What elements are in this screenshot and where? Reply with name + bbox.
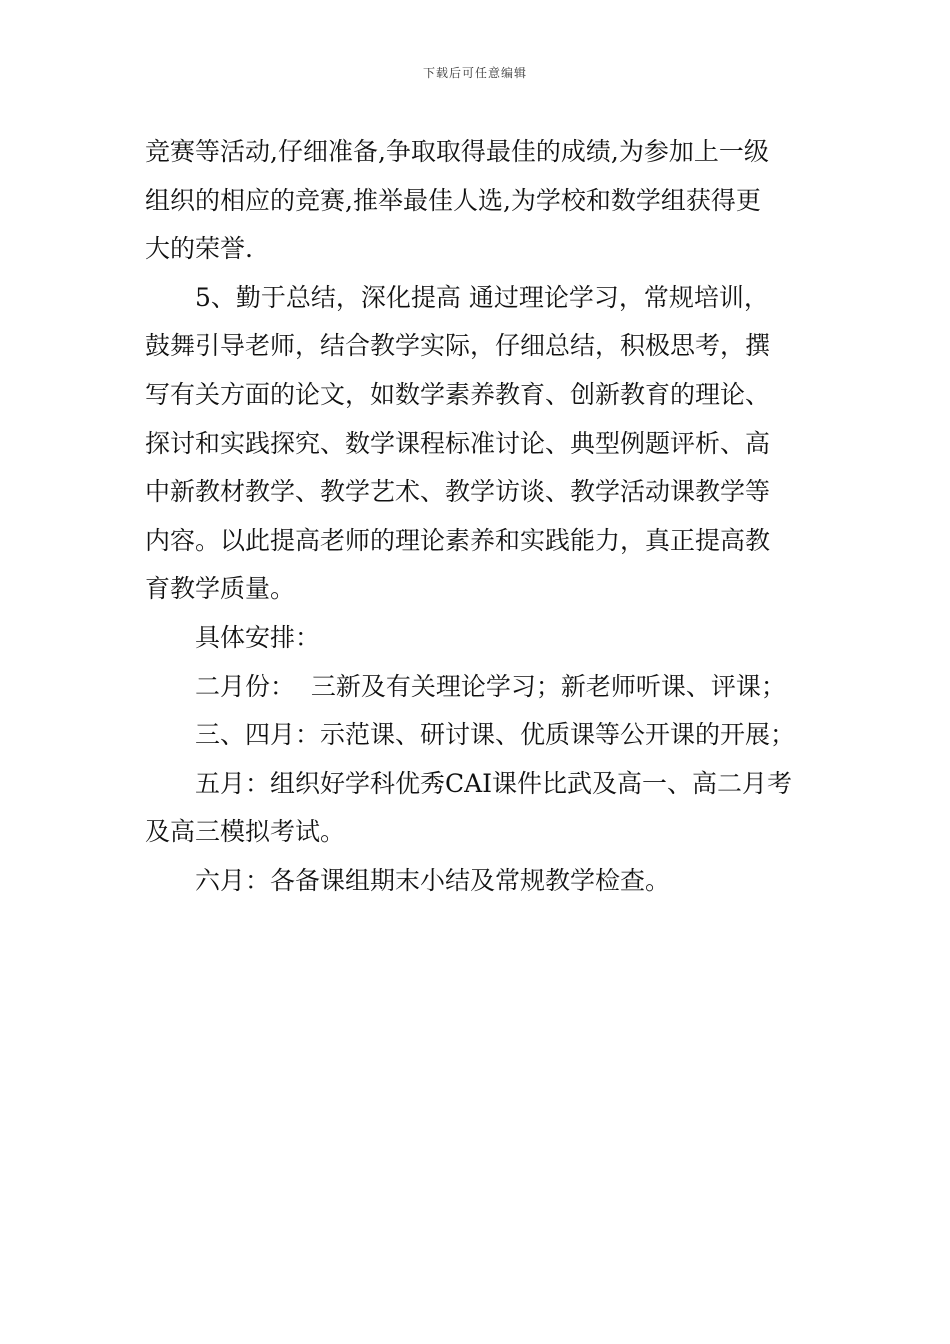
text-line: 探讨和实践探究、数学课程标准讨论、典型例题评析、高	[145, 428, 771, 458]
schedule-item-march-april	[145, 711, 810, 760]
text-line: 具体安排：	[195, 622, 321, 652]
text-line: 中新教材教学、教学艺术、教学访谈、教学活动课教学等	[145, 477, 771, 507]
text-line: 鼓舞引导老师，结合教学实际，仔细总结，积极思考，撰	[145, 331, 771, 361]
schedule-item-may	[145, 760, 810, 857]
text-line: 五月：组织好学科优秀CAI课件比武及高一、高二月考	[195, 768, 793, 798]
text-line: 二月份： 三新及有关理论学习；新老师听课、评课；	[195, 671, 786, 701]
text-line: 组织的相应的竞赛,推举最佳人选,为学校和数学组获得更	[145, 185, 761, 215]
text-line: 5、勤于总结，深化提高 通过理论学习，常规培训，	[195, 282, 769, 312]
text-line: 六月：各备课组期末小结及常规教学检查。	[195, 865, 671, 895]
text-line: 大的荣誉.	[145, 234, 253, 264]
schedule-item-june	[145, 857, 810, 906]
text-line: 竞赛等活动,仔细准备,争取取得最佳的成绩,为参加上一级	[145, 137, 769, 166]
text-line: 三、四月：示范课、研讨课、优质课等公开课的开展；	[195, 720, 796, 750]
paragraph-competition	[145, 128, 810, 274]
document-body	[145, 128, 810, 906]
paragraph-schedule-heading	[145, 614, 810, 663]
text-line: 写有关方面的论文，如数学素养教育、创新教育的理论、	[145, 379, 771, 409]
text-line: 内容。以此提高老师的理论素养和实践能力，真正提高教	[145, 525, 771, 555]
text-line: 及高三模拟考试。	[145, 817, 346, 847]
paragraph-summary	[145, 274, 810, 614]
text-line: 育教学质量。	[145, 574, 296, 604]
page-header: 下载后可任意编辑	[422, 66, 527, 80]
schedule-item-february	[145, 663, 810, 712]
